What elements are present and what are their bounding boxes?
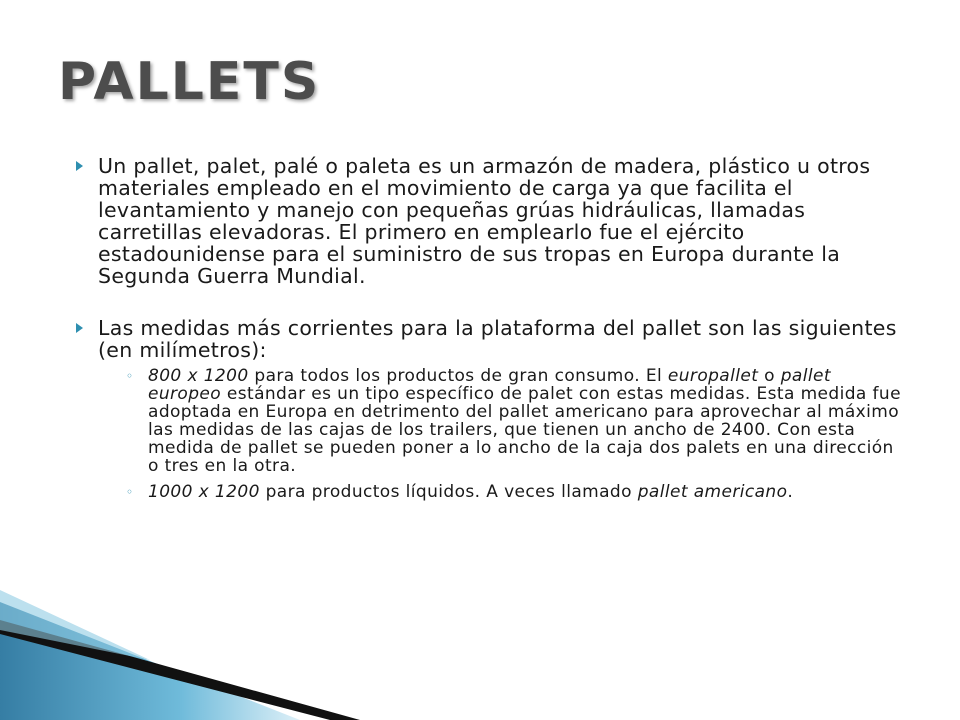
slide-content <box>76 155 906 501</box>
sub-bullet-800x1200 <box>98 367 906 475</box>
slide-title: PALLETS <box>58 52 321 112</box>
measures-sub-list <box>98 367 906 501</box>
bullet-arrow-icon <box>76 323 83 333</box>
bullet-definition <box>76 155 906 287</box>
sub-bullet-text: o <box>758 366 781 386</box>
bullet-definition-text: Un pallet, palet, palé o paleta es un armazón de madera, plástico u otros materiales empleado en el movimiento de carga ya que facilita el levantamiento y manejo con pequeñas grúas hidráulicas, llamadas carretillas elevadoras. El primero en emplearlo fue el ejército estadounidense para el suministro de sus tropas en Europa durante la Segunda Guerra Mundial. <box>98 154 871 288</box>
corner-swoosh-decoration <box>0 590 360 720</box>
bullet-measures-text: Las medidas más corrientes para la plataforma del pallet son las siguientes (en milímetros): <box>98 316 897 362</box>
sub-bullet-1000x1200 <box>98 483 906 501</box>
ring-bullet-icon: ◦ <box>126 369 134 383</box>
sub-bullet-text: para productos líquidos. A veces llamado <box>259 482 638 502</box>
sub-bullet-text: . <box>787 482 794 502</box>
size-label: 800 x 1200 <box>148 366 249 386</box>
sub-bullet-text: estándar es un tipo específico de palet con estas medidas. Esta medida fue adoptada en Europa en detrimento del pallet americano para aprovechar al máximo las medidas de las cajas de los trailers, que tienen un ancho de 2400. Con esta medida de pallet se pueden poner a lo ancho de la caja dos palets en una dirección o tres en la otra. <box>148 384 901 476</box>
size-label: 1000 x 1200 <box>148 482 260 502</box>
ring-bullet-icon: ◦ <box>126 485 134 499</box>
bullet-measures <box>76 317 906 501</box>
term-pallet-europeo: pallet europeo <box>148 366 831 404</box>
bullet-arrow-icon <box>76 161 83 171</box>
sub-bullet-text: para todos los productos de gran consumo. El <box>248 366 668 386</box>
term-europallet: europallet <box>667 366 759 386</box>
term-pallet-americano: pallet americano <box>637 482 788 502</box>
